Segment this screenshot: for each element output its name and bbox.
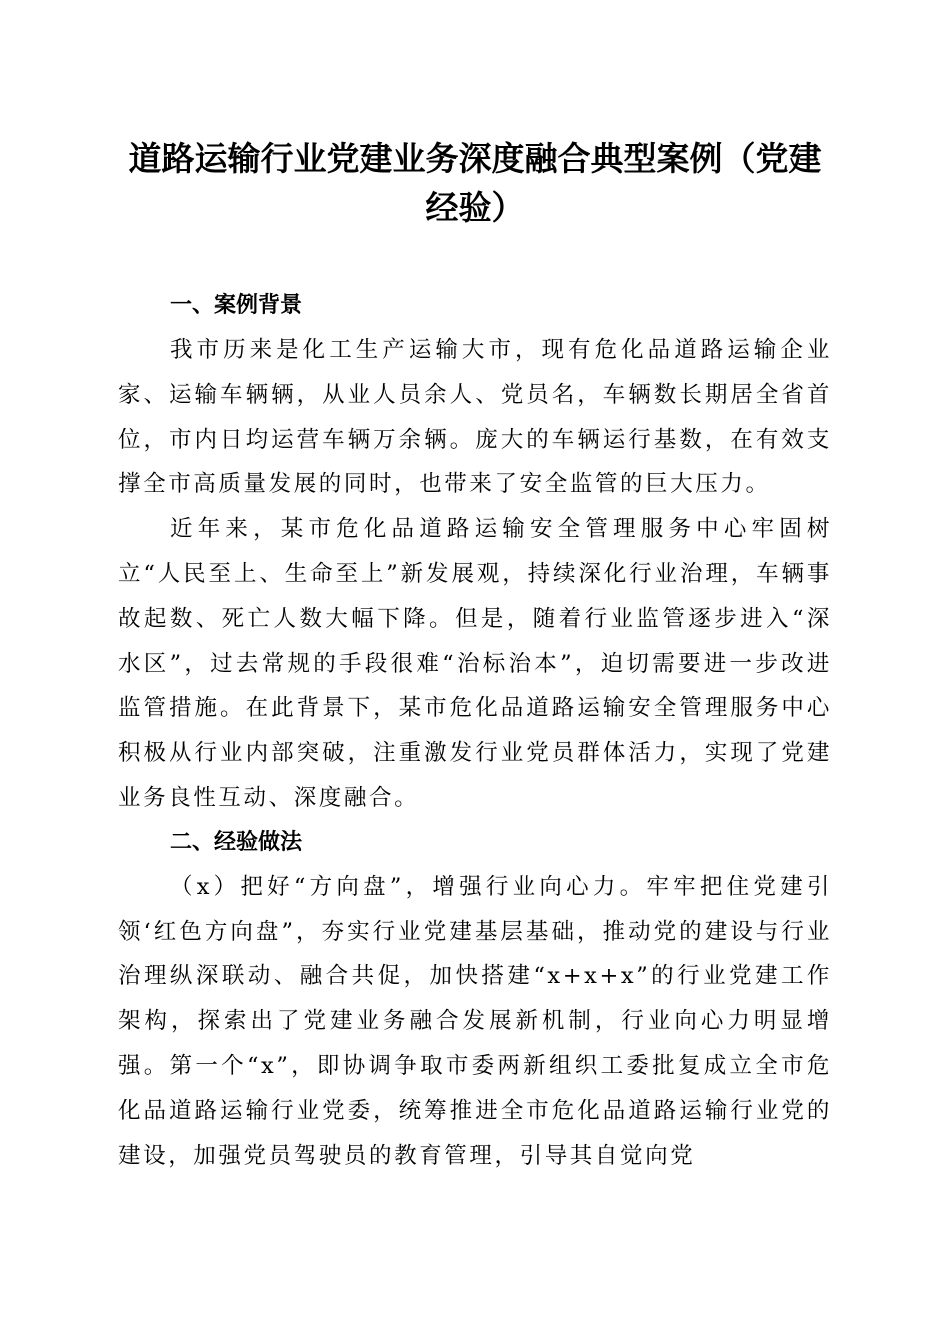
- document-title: 道路运输行业党建业务深度融合典型案例（党建经验）: [128, 139, 822, 227]
- paragraph-background-2: 近年来，某市危化品道路运输安全管理服务中心牢固树立“人民至上、生命至上”新发展观，持续深化行业治理，车辆事故起数、死亡人数大幅下降。但是，随着行业监管逐步进入“深水区”，过去常规的手段很难“治标治本”，迫切需要进一步改进监管措施。在此背景下，某市危化品道路运输安全管理服务中心积极从行业内部突破，注重激发行业党员群体活力，实现了党建业务良性互动、深度融合。: [118, 516, 832, 811]
- document-body: [118, 284, 832, 1178]
- paragraph-background-1: 我市历来是化工生产运输大市，现有危化品道路运输企业家、运输车辆辆，从业人员余人、党员名，车辆数长期居全省首位，市内日均运营车辆万余辆。庞大的车辆运行基数，在有效支撑全市高质量发展的同时，也带来了安全监管的巨大压力。: [118, 337, 832, 498]
- section-heading-experience: 二、经验做法: [170, 829, 303, 855]
- section-heading-background: 一、案例背景: [170, 293, 303, 318]
- paragraph-experience-1: （x）把好“方向盘”，增强行业向心力。牢牢把住党建引领‘红色方向盘”，夯实行业党建基层基础，推动党的建设与行业治理纵深联动、融合共促，加快搭建“x+x+x”的行业党建工作架构，探索出了党建业务融合发展新机制，行业向心力明显增强。第一个“x”，即协调争取市委两新组织工委批复成立全市危化品道路运输行业党委，统筹推进全市危化品道路运输行业党的建设，加强党员驾驶员的教育管理，引导其自觉向党: [118, 873, 832, 1169]
